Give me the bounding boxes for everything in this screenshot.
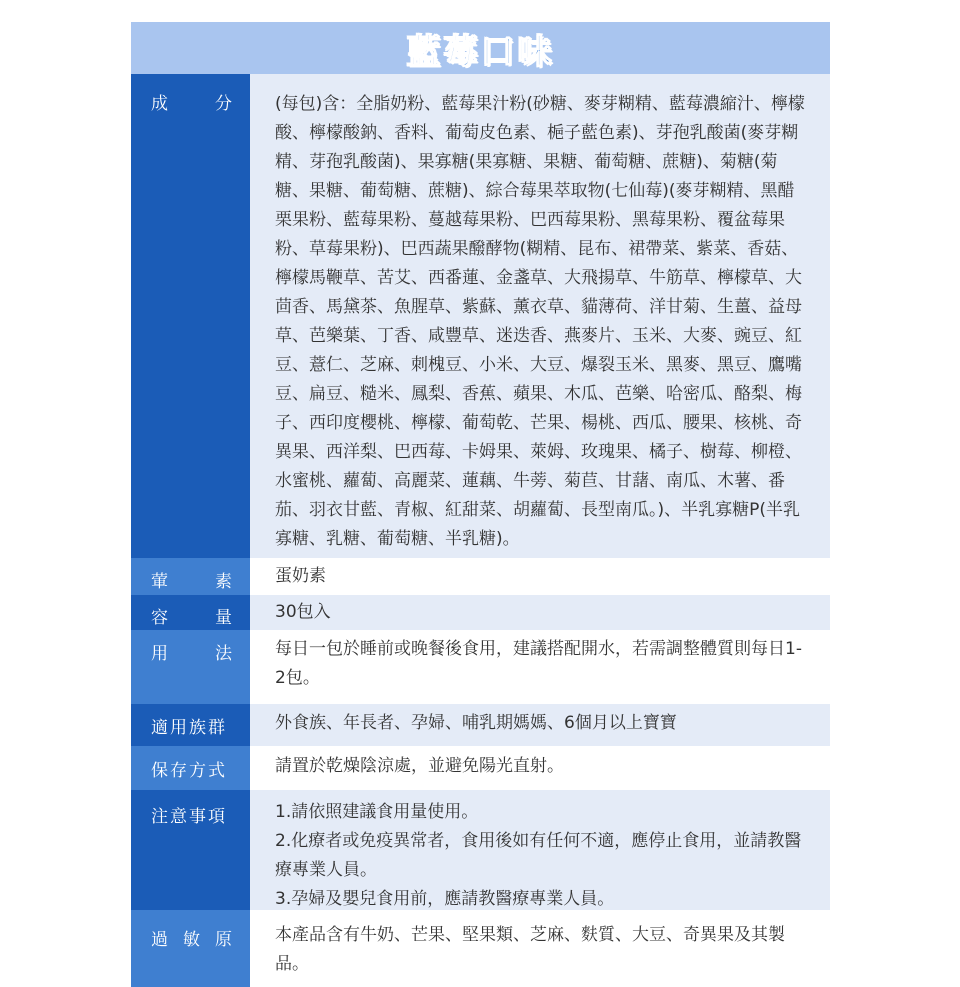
label-notes: 注意事項 <box>131 790 250 910</box>
value-allergens: 本產品含有牛奶、芒果、堅果類、芝麻、麩質、大豆、奇異果及其製品。 <box>250 910 830 987</box>
row-allergens <box>131 910 830 987</box>
label-allergens: 過 敏 原 <box>131 910 250 987</box>
note-line-2: 2.化療者或免疫異常者，食用後如有任何不適，應停止食用，並請教醫療專業人員。 <box>275 831 802 880</box>
label-usage: 用 法 <box>131 630 250 704</box>
label-ingredients: 成 分 <box>131 74 250 558</box>
flavor-header <box>131 22 830 74</box>
value-target: 外食族、年長者、孕婦、哺乳期媽媽、6個月以上寶寶 <box>250 704 830 746</box>
label-target: 適用族群 <box>131 704 250 746</box>
row-ingredients <box>131 74 830 558</box>
value-ingredients: (每包)含：全脂奶粉、藍莓果汁粉(砂糖、麥芽糊精、藍莓濃縮汁、檸檬酸、檸檬酸鈉、香料、葡萄皮色素、梔子藍色素)、芽孢乳酸菌(麥芽糊精、芽孢乳酸菌)、果寡糖(果寡糖、果糖、葡萄糖、蔗糖)、菊糖(菊糖、果糖、葡萄糖、蔗糖)、綜合莓果萃取物(七仙莓)(麥芽糊精、黑醋栗果粉、藍莓果粉、蔓越莓果粉、巴西莓果粉、黑莓果粉、覆盆莓果粉、草莓果粉)、巴西蔬果醱酵物(糊精、昆布、裙帶菜、紫菜、香菇、檸檬馬鞭草、苦艾、西番蓮、金盞草、大飛揚草、牛筋草、檸檬草、大茴香、馬黛茶、魚腥草、紫蘇、薰衣草、貓薄荷、洋甘菊、生薑、益母草、芭樂葉、丁香、咸豐草、迷迭香、燕麥片、玉米、大麥、豌豆、紅豆、薏仁、芝麻、刺槐豆、小米、大豆、爆裂玉米、黑麥、黑豆、鷹嘴豆、扁豆、糙米、鳳梨、香蕉、蘋果、木瓜、芭樂、哈密瓜、酪梨、梅子、西印度櫻桃、檸檬、葡萄乾、芒果、楊桃、西瓜、腰果、核桃、奇異果、西洋梨、巴西莓、卡姆果、萊姆、玫瑰果、橘子、樹莓、柳橙、水蜜桃、蘿蔔、高麗菜、蓮藕、牛蒡、菊苣、甘藷、南瓜、木薯、番茄、羽衣甘藍、青椒、紅甜菜、胡蘿蔔、長型南瓜。)、半乳寡糖P(半乳寡糖、乳糖、葡萄糖、半乳糖)。 <box>250 74 830 558</box>
flavor-title: 藍莓口味 <box>406 31 555 72</box>
label-capacity: 容 量 <box>131 595 250 630</box>
label-storage: 保存方式 <box>131 746 250 790</box>
row-vegetarian <box>131 558 830 595</box>
value-storage: 請置於乾燥陰涼處，並避免陽光直射。 <box>250 746 830 790</box>
row-notes <box>131 790 830 910</box>
row-storage <box>131 746 830 790</box>
note-line-1: 1.請依照建議食用量使用。 <box>275 802 479 822</box>
row-target <box>131 704 830 746</box>
row-capacity <box>131 595 830 630</box>
value-usage: 每日一包於睡前或晚餐後食用，建議搭配開水，若需調整體質則每日1-2包。 <box>250 630 830 704</box>
label-vegetarian: 葷 素 <box>131 558 250 595</box>
value-notes <box>250 790 830 910</box>
value-capacity: 30包入 <box>250 595 830 630</box>
value-vegetarian: 蛋奶素 <box>250 558 830 595</box>
note-line-3: 3.孕婦及嬰兒食用前，應請教醫療專業人員。 <box>275 889 615 909</box>
product-info-card <box>131 22 830 974</box>
row-usage <box>131 630 830 704</box>
spec-table <box>131 74 830 987</box>
